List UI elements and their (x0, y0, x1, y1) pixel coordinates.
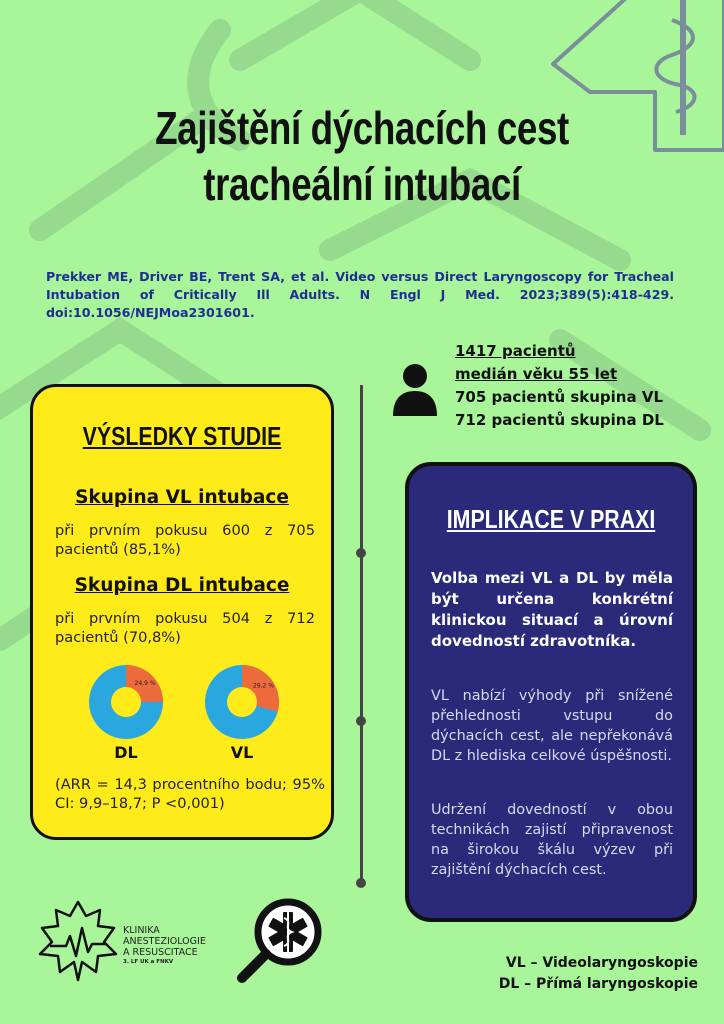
clinic-line-1: KLINIKA (123, 925, 160, 936)
implications-paragraph-1: VL nabízí výhody při snížené přehlednosti vstupu do dýchacích cest, ale nepřekonává DL z hlediska celkové úspěšnosti. (431, 688, 673, 764)
arr-text: (ARR = 14,3 procentního bodu; 95% CI: 9,9–18,7; P <0,001) (55, 776, 325, 812)
stats-median-age: medián věku 55 let (455, 365, 618, 383)
timeline-dot (356, 548, 366, 558)
title-line-1: Zajištění dýchacích cest (155, 102, 569, 154)
vl-group-text: při prvním pokusu 600 z 705 pacientů (85,1%) (55, 522, 315, 558)
donut-fail-label: 24,9 % (134, 679, 156, 687)
donut-chart-vl (203, 663, 281, 741)
donut-chart-dl (87, 663, 165, 741)
timeline-line (360, 385, 363, 883)
stats-group-vl: 705 pacientů skupina VL (455, 388, 664, 406)
implications-box (405, 462, 697, 922)
dl-group-heading: Skupina DL intubace (74, 575, 290, 596)
clinic-line-2: ANESTEZIOLOGIE (123, 936, 206, 947)
stats-group-dl: 712 pacientů skupina DL (455, 411, 664, 429)
clinic-name (123, 925, 206, 967)
page-title (104, 100, 619, 212)
implications-bold-text: Volba mezi VL a DL by měla být určena konkrétní klinickou situací a úrovní dovedností zdravotníka. (431, 569, 673, 650)
timeline-dot (356, 878, 366, 888)
donut-fail-label: 29,2 % (252, 682, 274, 690)
dl-group-text: při prvním pokusu 504 z 712 pacientů (70,8%) (55, 610, 315, 646)
magnifier-medical-icon (234, 894, 326, 986)
title-line-2: tracheální intubací (203, 158, 521, 210)
citation: Prekker ME, Driver BE, Trent SA, et al. Video versus Direct Laryngoscopy for Tracheal Intubation of Critically Ill Adults. N Engl J Med. 2023;389(5):418-429. doi:10.1056/NEJMoa2301601. (46, 269, 674, 320)
abbreviation-legend (499, 953, 698, 995)
legend-vl: VL – Videolaryngoskopie (505, 955, 698, 971)
results-box (30, 384, 334, 840)
clinic-line-4: 3. LF UK a FNKV (123, 959, 174, 965)
donut-label-dl: DL (114, 743, 138, 762)
donut-label-vl: VL (230, 743, 254, 762)
patient-stats (455, 340, 664, 432)
implications-paragraph-2: Udržení dovedností v obou technikách zajistí připravenost na širokou škálu výzev při zajištění dýchacích cest. (431, 802, 673, 878)
legend-dl: DL – Přímá laryngoskopie (498, 976, 698, 992)
person-icon (392, 362, 438, 416)
timeline-dot (356, 716, 366, 726)
clinic-logo-leaf-icon (36, 898, 120, 984)
stats-patients: 1417 pacientů (455, 342, 576, 360)
implications-heading: IMPLIKACE V PRAXI (446, 504, 656, 534)
clinic-line-3: A RESUSCITACE (123, 947, 198, 958)
vl-group-heading: Skupina VL intubace (75, 487, 289, 508)
donut-hole (111, 687, 141, 717)
donut-hole (227, 687, 257, 717)
results-heading: VÝSLEDKY STUDIE (82, 421, 282, 451)
